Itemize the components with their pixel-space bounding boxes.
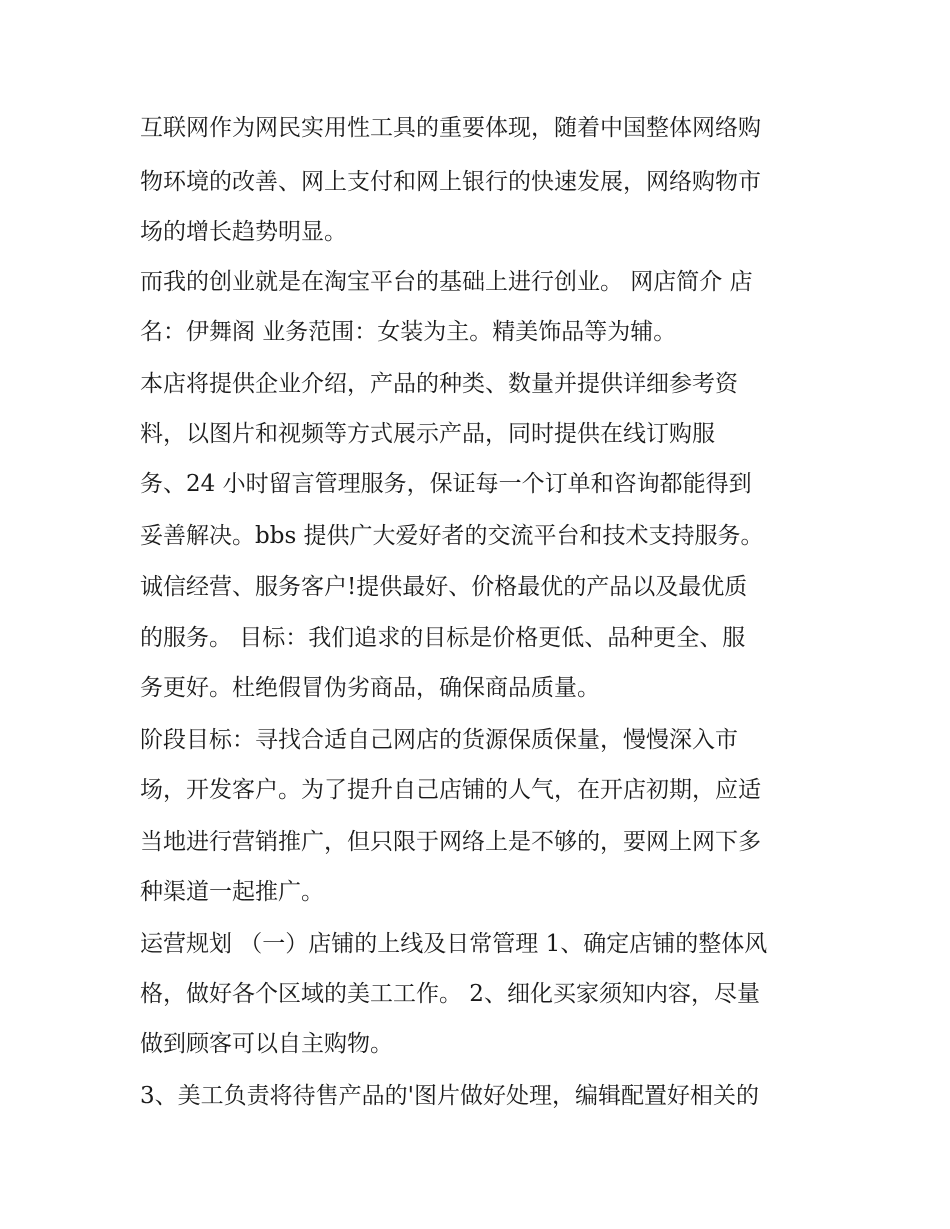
text-line: 务更好。杜绝假冒伪劣商品，确保商品质量。 bbox=[140, 675, 600, 701]
text-line: 场，开发客户。为了提升自己店铺的人气，在开店初期，应适 bbox=[140, 777, 761, 803]
text-line: 做到顾客可以自主购物。 bbox=[140, 1031, 393, 1057]
text-line: 3、美工负责将待售产品的'图片做好处理，编辑配置好相关的 bbox=[140, 1083, 759, 1109]
text-line: 当地进行营销推广，但只限于网络上是不够的，要网上网下多 bbox=[140, 829, 761, 855]
text-line: 务、24 小时留言管理服务，保证每一个订单和咨询都能得到 bbox=[140, 471, 752, 497]
text-line: 料，以图片和视频等方式展示产品，同时提供在线订购服 bbox=[140, 421, 715, 447]
text-line: 种渠道一起推广。 bbox=[140, 879, 324, 905]
text-line: 运营规划 （一）店铺的上线及日常管理 1、确定店铺的整体风 bbox=[140, 931, 768, 957]
text-line: 妥善解决。bbs 提供广大爱好者的交流平台和技术支持服务。 bbox=[140, 523, 764, 549]
text-line: 格，做好各个区域的美工工作。 2、细化买家须知内容，尽量 bbox=[140, 981, 760, 1007]
text-line: 场的增长趋势明显。 bbox=[140, 219, 347, 245]
text-line: 诚信经营、服务客户!提供最好、价格最优的产品以及最优质 bbox=[140, 574, 748, 600]
text-line: 名：伊舞阁 业务范围：女装为主。精美饰品等为辅。 bbox=[140, 319, 677, 345]
text-line: 本店将提供企业介绍，产品的种类、数量并提供详细参考资 bbox=[140, 371, 738, 397]
text-line: 物环境的改善、网上支付和网上银行的快速发展，网络购物市 bbox=[140, 169, 761, 195]
text-line: 互联网作为网民实用性工具的重要体现，随着中国整体网络购 bbox=[140, 115, 761, 141]
text-line: 而我的创业就是在淘宝平台的基础上进行创业。 网店简介 店 bbox=[140, 269, 753, 295]
text-line: 阶段目标：寻找合适自己网店的货源保质保量，慢慢深入市 bbox=[140, 727, 738, 753]
text-line: 的服务。 目标：我们追求的目标是价格更低、品种更全、服 bbox=[140, 625, 746, 651]
